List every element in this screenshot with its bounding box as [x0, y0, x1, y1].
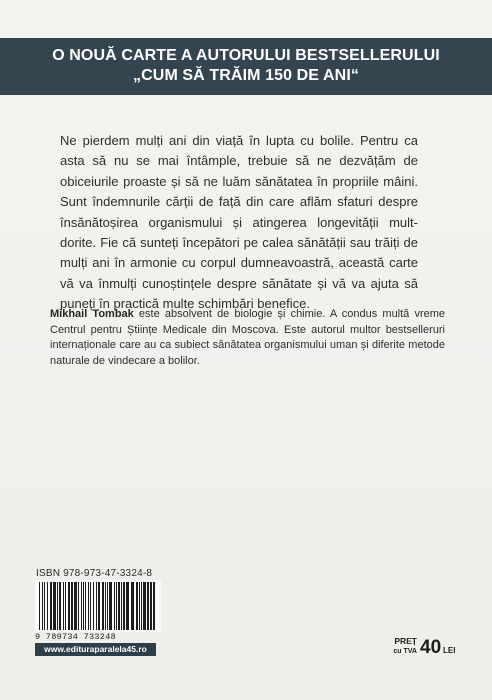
banner-line-1: O NOUĂ CARTE A AUTORULUI BESTSELLERULUI — [52, 47, 440, 64]
publisher-website: www.edituraparalela45.ro — [35, 643, 156, 656]
book-description: Ne pierdem mulți ani din viață în lupta cu bolile. Pentru ca asta să nu se mai întâmple, trebuie să ne dezvățăm de obiceiurile proaste și să ne luăm sănătatea în propriile mâini. Sunt îndemnurile cărții de față din care aflăm sfaturi despre însănătoșirea organismului și atingerea longevității mult-dorite. Fie că sunteți începători pe calea sănătății sau trăiți de mulți ani în armonie cu corpul dumneavoastră, această carte vă va înmulți cunoștințele despre sănătate și vă va ajuta să puneți în practică multe schimbări benefice. — [60, 133, 418, 312]
price-label: PREȚ — [394, 636, 417, 646]
title-banner — [0, 38, 492, 95]
barcode-digits: 9 789734 733248 — [35, 632, 117, 642]
price-currency: LEI — [443, 646, 456, 655]
price-tag — [393, 636, 463, 664]
barcode — [35, 580, 161, 632]
isbn-number: ISBN 978-973-47-3324-8 — [36, 568, 153, 579]
author-bio — [50, 307, 445, 369]
author-bio-text: este absolvent de biologie și chimie. A condus multă vreme Centrul pentru Științe Medicale din Moscova. Este autorul multor bestselleruri internaționale care au ca subiect sănătatea organismului uman și diferite metode naturale de vindecare a bolilor. — [50, 308, 445, 367]
price-vat-label: cu TVA — [393, 648, 417, 655]
banner-line-2: „CUM SĂ TRĂIM 150 DE ANI“ — [133, 67, 359, 84]
author-name: Mikhail Tombak — [50, 308, 134, 320]
barcode-bars-icon — [35, 580, 161, 632]
price-value: 40 — [420, 637, 442, 658]
